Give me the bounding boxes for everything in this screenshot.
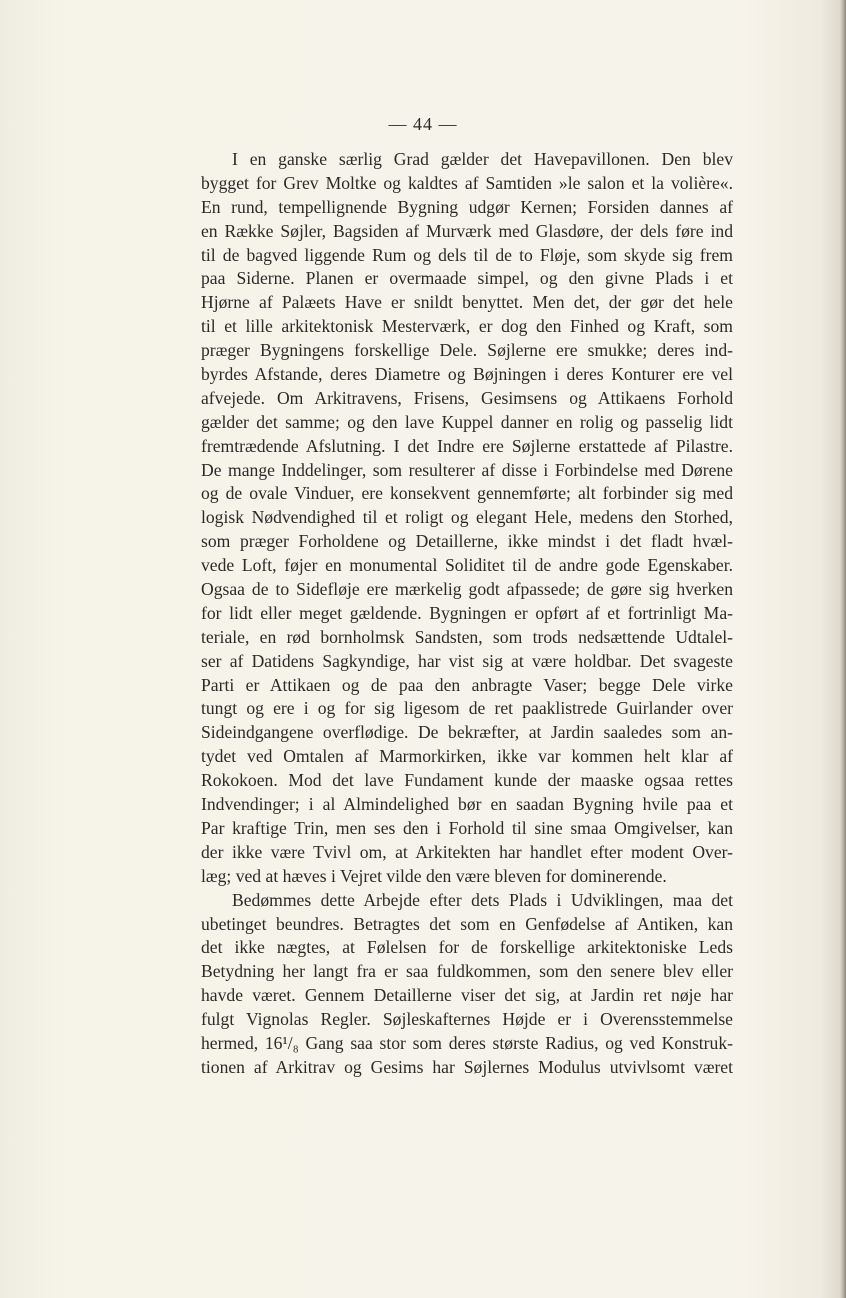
text-line: Par kraftige Trin, men ses den i Forhold til sine smaa Omgivelser, kan xyxy=(201,817,733,838)
body-text xyxy=(201,148,733,1080)
text-line: ser af Datidens Sagkyndige, har vist sig at være holdbar. Det svageste xyxy=(201,650,733,671)
text-line: logisk Nødvendighed til et roligt og elegant Hele, medens den Storhed, xyxy=(201,507,733,528)
text-line: fulgt Vignolas Regler. Søjleskafternes Højde er i Overensstemmelse xyxy=(201,1009,733,1030)
text-line: havde været. Gennem Detaillerne viser det sig, at Jardin ret nøje har xyxy=(201,985,733,1006)
text-line: læg; ved at hæves i Vejret vilde den være bleven for dominerende. xyxy=(201,865,667,886)
text-line: for lidt eller meget gældende. Bygningen er opført af et fortrinligt Ma- xyxy=(201,602,733,623)
text-line: det ikke nægtes, at Følelsen for de forskellige arkitektoniske Leds xyxy=(201,937,733,958)
text-line: bygget for Grev Moltke og kaldtes af Samtiden »le salon et la volière«. xyxy=(201,172,733,193)
text-line: Indvendinger; i al Almindelighed bør en saadan Bygning hvile paa et xyxy=(201,794,733,815)
text-line: En rund, tempellignende Bygning udgør Kernen; Forsiden dannes af xyxy=(201,196,733,217)
text-line: gælder det samme; og den lave Kuppel danner en rolig og passelig lidt xyxy=(201,411,733,432)
text-line: De mange Inddelinger, som resulterer af disse i Forbindelse med Dørene xyxy=(201,459,733,480)
text-line: ubetinget beundres. Betragtes det som en Genfødelse af Antiken, kan xyxy=(201,913,733,934)
text-line: tydet ved Omtalen af Marmorkirken, ikke var kommen helt klar af xyxy=(201,746,733,767)
text-line: Ogsaa de to Sidefløje ere mærkelig godt afpassede; de gøre sig hverken xyxy=(201,579,733,600)
text-line: teriale, en rød bornholmsk Sandsten, som trods nedsættende Udtalel- xyxy=(201,626,733,647)
text-line: til de bagved liggende Rum og dels til de to Fløje, som skyde sig frem xyxy=(201,244,733,265)
text-line: byrdes Afstande, deres Diametre og Bøjningen i deres Konturer ere vel xyxy=(201,364,733,385)
text-line: Betydning her langt fra er saa fuldkommen, som den senere blev eller xyxy=(201,961,733,982)
text-line: præger Bygningens forskellige Dele. Søjlerne ere smukke; deres ind- xyxy=(201,340,733,361)
text-line: en Række Søjler, Bagsiden af Murværk med Glasdøre, der dels føre ind xyxy=(201,220,733,241)
text-line: I en ganske særlig Grad gælder det Havepavillonen. Den blev xyxy=(232,149,733,169)
text-line: til et lille arkitektonisk Mesterværk, er dog den Finhed og Kraft, som xyxy=(201,316,733,337)
text-line: Sideindgangene overflødige. De bekræfter, at Jardin saaledes som an- xyxy=(201,722,733,743)
paragraph-2 xyxy=(201,889,733,1080)
page-edge-shadow xyxy=(840,0,846,1298)
text-line: fremtrædende Afslutning. I det Indre ere Søjlerne erstattede af Pilastre. xyxy=(201,435,733,456)
text-line: Parti er Attikaen og de paa den anbragte Vaser; begge Dele virke xyxy=(201,674,733,695)
text-line: Rokokoen. Mod det lave Fundament kunde der maaske ogsaa rettes xyxy=(201,770,733,791)
text-line: der ikke være Tvivl om, at Arkitekten har handlet efter modent Over- xyxy=(201,841,733,862)
text-line: hermed, 16¹/₈ Gang saa stor som deres største Radius, og ved Konstruk- xyxy=(201,1032,733,1053)
text-line: Bedømmes dette Arbejde efter dets Plads i Udviklingen, maa det xyxy=(232,889,733,910)
page-number: — 44 — xyxy=(388,114,458,134)
text-line: paa Siderne. Planen er overmaade simpel, og den givne Plads i et xyxy=(201,268,733,289)
text-line: Hjørne af Palæets Have er snildt benyttet. Men det, der gør det hele xyxy=(201,292,733,313)
text-line: som præger Forholdene og Detaillerne, ikke mindst i det fladt hvæl- xyxy=(201,531,733,552)
text-line: tungt og ere i og for sig ligesom de ret paaklistrede Guirlander over xyxy=(201,698,733,719)
paragraph-1 xyxy=(201,148,733,889)
text-line: afvejede. Om Arkitravens, Frisens, Gesimsens og Attikaens Forhold xyxy=(201,387,733,408)
text-line: vede Loft, føjer en monumental Soliditet til de andre gode Egenskaber. xyxy=(201,555,733,576)
text-line: tionen af Arkitrav og Gesims har Søjlernes Modulus utvivlsomt været xyxy=(201,1056,733,1077)
text-line: og de ovale Vinduer, ere konsekvent gennemførte; alt forbinder sig med xyxy=(201,483,733,504)
